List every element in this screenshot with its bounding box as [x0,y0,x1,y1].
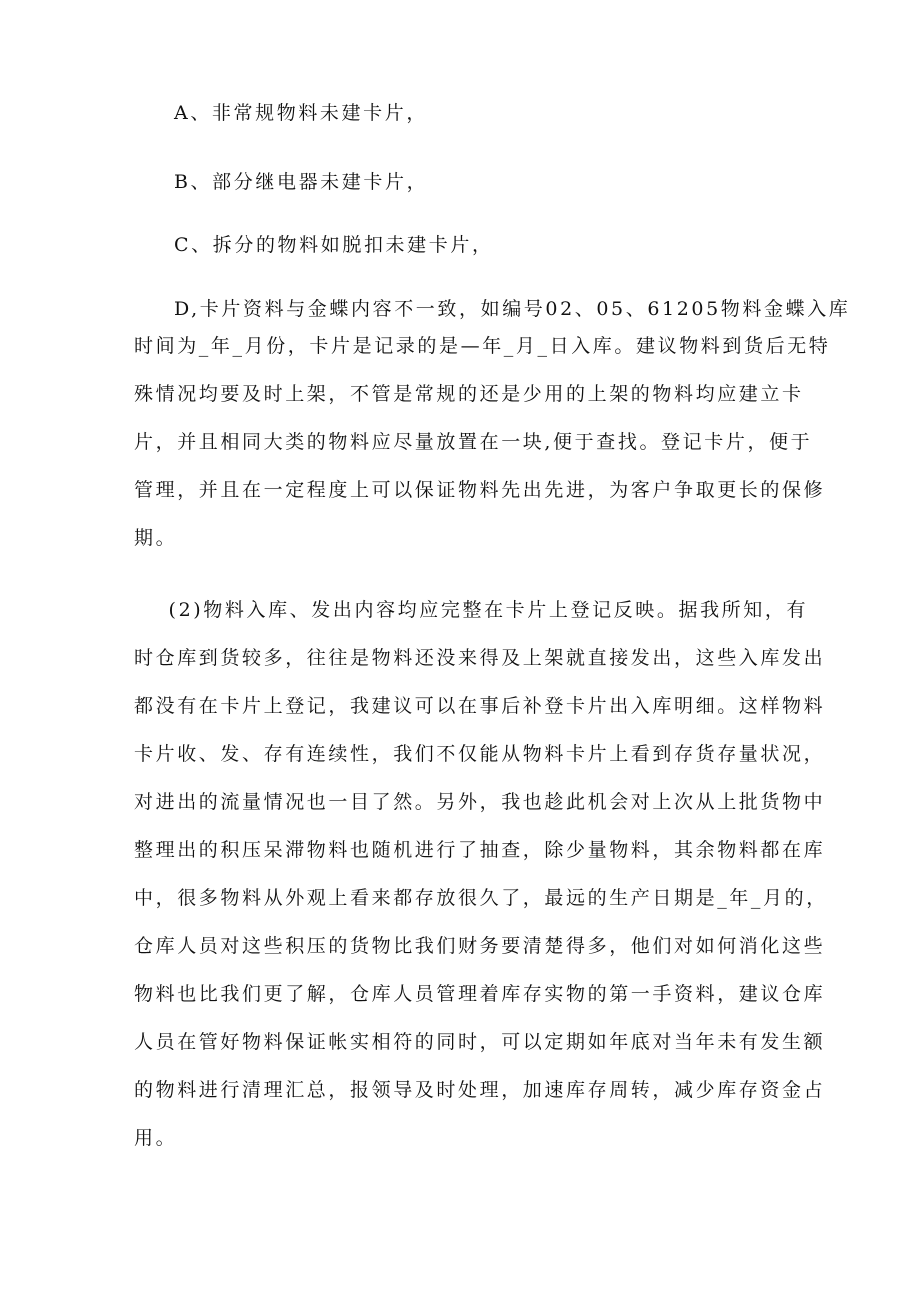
list-item-b: B、部分继电器未建卡片， [174,171,429,193]
paragraph-line: (2)物料入库、发出内容均应完整在卡片上登记反映。据我所知，有 [134,599,809,621]
paragraph-line: 时间为_年_月份，卡片是记录的是—年_月_日入库。建议物料到货后无特 [134,335,831,357]
list-item-a: A、非常规物料未建卡片， [174,102,428,124]
paragraph-line: 期。 [134,527,178,549]
paragraph-line: 的物料进行清理汇总，报领导及时处理，加速库存周转，减少库存资金占 [134,1079,826,1101]
paragraph-line: 卡片收、发、存有连续性，我们不仅能从物料卡片上看到存货存量状况， [134,743,826,765]
paragraph-line: 殊情况均要及时上架，不管是常规的还是少用的上架的物料均应建立卡 [134,383,804,405]
paragraph-line: 管理，并且在一定程度上可以保证物料先出先进，为客户争取更长的保修 [134,479,826,501]
paragraph-line: 物料也比我们更了解，仓库人员管理着库存实物的第一手资料，建议仓库 [134,983,826,1005]
paragraph-line: 都没有在卡片上登记，我建议可以在事后补登卡片出入库明细。这样物料 [134,695,826,717]
paragraph-2 [134,586,828,1162]
paragraph-d-continuation [134,322,830,562]
list-item-c: C、拆分的物料如脱扣未建卡片， [174,234,494,256]
paragraph-line: 片，并且相同大类的物料应尽量放置在一块,便于查找。登记卡片，便于 [134,431,813,453]
paragraph-line: 仓库人员对这些积压的货物比我们财务要清楚得多，他们对如何消化这些 [134,935,826,957]
list-item-d: D,卡片资料与金蝶内容不一致，如编号02、05、61205物料金蝶入库 [174,298,851,320]
paragraph-line: 整理出的积压呆滞物料也随机进行了抽查，除少量物料，其余物料都在库 [134,839,826,861]
paragraph-line: 用。 [134,1127,178,1149]
paragraph-line: 中，很多物料从外观上看来都存放很久了，最远的生产日期是_年_月的， [134,887,828,909]
paragraph-line: 对进出的流量情况也一目了然。另外，我也趁此机会对上次从上批货物中 [134,791,826,813]
paragraph-line: 时仓库到货较多，往往是物料还没来得及上架就直接发出，这些入库发出 [134,647,826,669]
paragraph-line: 人员在管好物料保证帐实相符的同时，可以定期如年底对当年未有发生额 [134,1031,826,1053]
